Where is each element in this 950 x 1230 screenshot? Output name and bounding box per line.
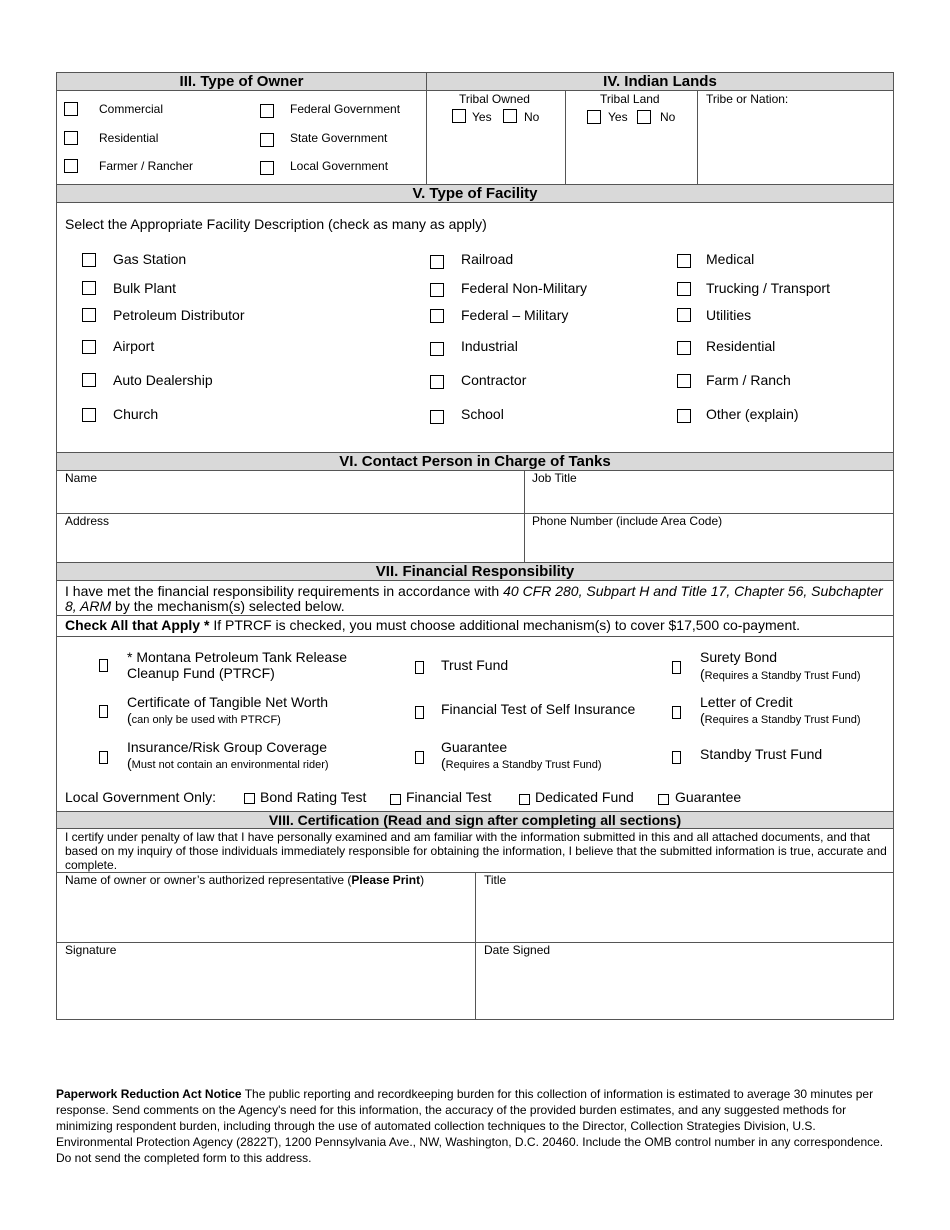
federal-military-label: Federal – Military [461,307,569,323]
farm-ranch-checkbox[interactable] [677,374,691,388]
cert-title-label: Title [484,873,507,887]
insurance-note-text: Must not contain an environmental rider) [131,759,329,771]
school-label: School [461,406,504,422]
state-government-checkbox[interactable] [260,133,274,147]
divider [697,90,698,185]
divider [565,90,566,185]
contact-header: VI. Contact Person in Charge of Tanks [56,452,894,471]
paperwork-notice [56,1086,894,1166]
owner-residential-label: Residential [99,131,159,145]
letter-of-credit-label: Letter of Credit [700,694,793,710]
contact-job-title-label: Job Title [532,471,577,485]
owner-name-label [65,873,424,887]
divider [475,872,476,1020]
gas-station-checkbox[interactable] [82,253,96,267]
tribal-owned-yes-checkbox[interactable] [452,109,466,123]
residential-facility-label: Residential [706,338,776,354]
medical-label: Medical [706,251,755,267]
guarantee-note-text: Requires a Standby Trust Fund) [445,759,602,771]
local-financial-test-checkbox[interactable] [390,794,401,805]
letter-note [700,710,861,728]
letter-note-paren: ( [700,710,705,726]
net-worth-note-text: can only be used with PTRCF) [131,714,281,726]
financial-text-italic: 40 CFR 280, Subpart H and Title 17, Chapter 56, Subchapter 8, ARM [65,583,883,614]
tribal-owned-yes-label: Yes [472,110,492,124]
certification-text: I certify under penalty of law that I have personally examined and am familiar with the information submitted in this and all attached documents, and that based on my inquiry of those individuals immediately responsible for obtaining the information, I believe that the submitted information is true, accurate and complete. [65,830,887,872]
guarantee-note [441,755,602,773]
owner-farmer-label: Farmer / Rancher [99,159,194,173]
airport-label: Airport [113,338,155,354]
letter-note-text: Requires a Standby Trust Fund) [704,714,861,726]
local-government-checkbox[interactable] [260,161,274,175]
check-all-bold: Check All that Apply * [65,617,210,633]
dedicated-fund-label: Dedicated Fund [535,789,634,805]
local-financial-test-label: Financial Test [406,789,492,805]
utilities-label: Utilities [706,307,752,323]
date-signed-label: Date Signed [484,943,551,957]
net-worth-label: Certificate of Tangible Net Worth [127,694,329,710]
owner-name-label-text: Name of owner or owner’s authorized representative ( [65,873,352,887]
divider [56,636,894,637]
petroleum-distributor-label: Petroleum Distributor [113,307,245,323]
ptrcf-checkbox[interactable] [99,659,108,672]
ptrcf-line-2: Cleanup Fund (PTRCF) [127,665,275,681]
railroad-label: Railroad [461,251,514,267]
financial-text-a: I have met the financial responsibility requirements in accordance with [65,583,504,599]
local-guarantee-label: Guarantee [675,789,742,805]
indian-lands-header: IV. Indian Lands [426,72,894,91]
owner-local-label: Local Government [290,159,389,173]
auto-dealership-label: Auto Dealership [113,372,213,388]
dedicated-fund-checkbox[interactable] [519,794,530,805]
owner-header: III. Type of Owner [56,72,427,91]
guarantee-checkbox[interactable] [415,751,424,764]
certification-header-text: VIII. Certification (Read and sign after completing all sections) [268,812,682,828]
residential-owner-checkbox[interactable] [64,131,78,145]
surety-bond-label: Surety Bond [700,649,778,665]
utilities-checkbox[interactable] [677,308,691,322]
church-checkbox[interactable] [82,408,96,422]
paperwork-text: The public reporting and recordkeeping burden for this collection of information is estimated to average 30 minutes per response. Send comments on the Agency's need for this information, the accuracy of the provided burden estimates, and any suggested methods for minimizing respondent burden, including through the use of automated collection techniques to the Director, Collection Strategies Division, U.S. Environmental Protection Agency (2822T), 1200 Pennsylvania Ave., NW, Washington, D.C. 20460. Include the OMB control number in any correspondence. Do not send the completed form to this address. [56,1087,884,1165]
guarantee-note-paren: ( [441,755,446,771]
ptrcf-line-1: * Montana Petroleum Tank Release [127,649,347,665]
contact-phone-label: Phone Number (include Area Code) [532,514,723,528]
please-print: Please Print [351,873,421,887]
contact-name-label: Name [65,471,98,485]
petroleum-distributor-checkbox[interactable] [82,308,96,322]
check-all-instruction [65,617,800,633]
standby-trust-fund-checkbox[interactable] [672,751,681,764]
commercial-checkbox[interactable] [64,102,78,116]
signature-label: Signature [65,943,117,957]
surety-bond-checkbox[interactable] [672,661,681,674]
tribal-land-yes-checkbox[interactable] [587,110,601,124]
financial-statement [65,584,889,614]
financial-test-self-insurance-label: Financial Test of Self Insurance [441,701,636,717]
divider [56,513,894,514]
medical-checkbox[interactable] [677,254,691,268]
tribal-land-yes-label: Yes [608,110,628,124]
letter-of-credit-checkbox[interactable] [672,706,681,719]
divider [56,615,894,616]
trust-fund-checkbox[interactable] [415,661,424,674]
trucking-transport-checkbox[interactable] [677,282,691,296]
insurance-checkbox[interactable] [99,751,108,764]
financial-test-self-insurance-checkbox[interactable] [415,706,424,719]
industrial-label: Industrial [461,338,518,354]
other-explain-label: Other (explain) [706,406,799,422]
contact-address-label: Address [65,514,110,528]
facility-instruction: Select the Appropriate Facility Description (check as many as apply) [65,216,487,232]
insurance-note-paren: ( [127,755,132,771]
contractor-checkbox[interactable] [430,375,444,389]
local-guarantee-checkbox[interactable] [658,794,669,805]
divider [524,470,525,563]
federal-non-military-label: Federal Non-Military [461,280,588,296]
bond-rating-test-label: Bond Rating Test [260,789,367,805]
divider [426,72,427,185]
bulk-plant-checkbox[interactable] [82,281,96,295]
net-worth-note [127,710,281,728]
net-worth-note-paren: ( [127,710,132,726]
owner-name-close-paren: ) [420,873,425,887]
auto-dealership-checkbox[interactable] [82,373,96,387]
contractor-label: Contractor [461,372,527,388]
federal-military-checkbox[interactable] [430,309,444,323]
certification-header [56,811,894,829]
check-all-rest: If PTRCF is checked, you must choose additional mechanism(s) to cover $17,500 co-payment. [209,617,801,633]
facility-header: V. Type of Facility [56,184,894,203]
gas-station-label: Gas Station [113,251,187,267]
insurance-label: Insurance/Risk Group Coverage [127,739,327,755]
federal-non-military-checkbox[interactable] [430,283,444,297]
local-government-only-label: Local Government Only: [65,789,216,805]
owner-state-label: State Government [290,131,388,145]
standby-trust-fund-label: Standby Trust Fund [700,746,823,762]
tribal-owned-label: Tribal Owned [459,92,530,106]
bond-rating-test-checkbox[interactable] [244,793,255,804]
insurance-note [127,755,329,773]
surety-note-text: Requires a Standby Trust Fund) [704,670,861,682]
divider [56,942,894,943]
airport-checkbox[interactable] [82,340,96,354]
surety-note [700,666,861,684]
farm-ranch-label: Farm / Ranch [706,372,791,388]
surety-note-paren: ( [700,666,705,682]
ptrcf-label [127,649,347,681]
financial-header: VII. Financial Responsibility [56,562,894,581]
school-checkbox[interactable] [430,410,444,424]
trust-fund-label: Trust Fund [441,657,509,673]
tribal-owned-no-checkbox[interactable] [503,109,517,123]
tribal-land-no-label: No [660,110,676,124]
tribal-owned-no-label: No [524,110,540,124]
residential-facility-checkbox[interactable] [677,341,691,355]
tribal-land-label: Tribal Land [600,92,660,106]
paperwork-title: Paperwork Reduction Act Notice [56,1087,242,1101]
railroad-checkbox[interactable] [430,255,444,269]
net-worth-checkbox[interactable] [99,705,108,718]
guarantee-label: Guarantee [441,739,508,755]
tribe-nation-label: Tribe or Nation: [706,92,789,106]
tribal-land-no-checkbox[interactable] [637,110,651,124]
financial-text-b: by the mechanism(s) selected below. [111,598,345,614]
trucking-transport-label: Trucking / Transport [706,280,830,296]
farmer-rancher-checkbox[interactable] [64,159,78,173]
other-explain-checkbox[interactable] [677,409,691,423]
industrial-checkbox[interactable] [430,342,444,356]
church-label: Church [113,406,159,422]
federal-government-checkbox[interactable] [260,104,274,118]
owner-commercial-label: Commercial [99,102,164,116]
owner-federal-label: Federal Government [290,102,401,116]
bulk-plant-label: Bulk Plant [113,280,177,296]
